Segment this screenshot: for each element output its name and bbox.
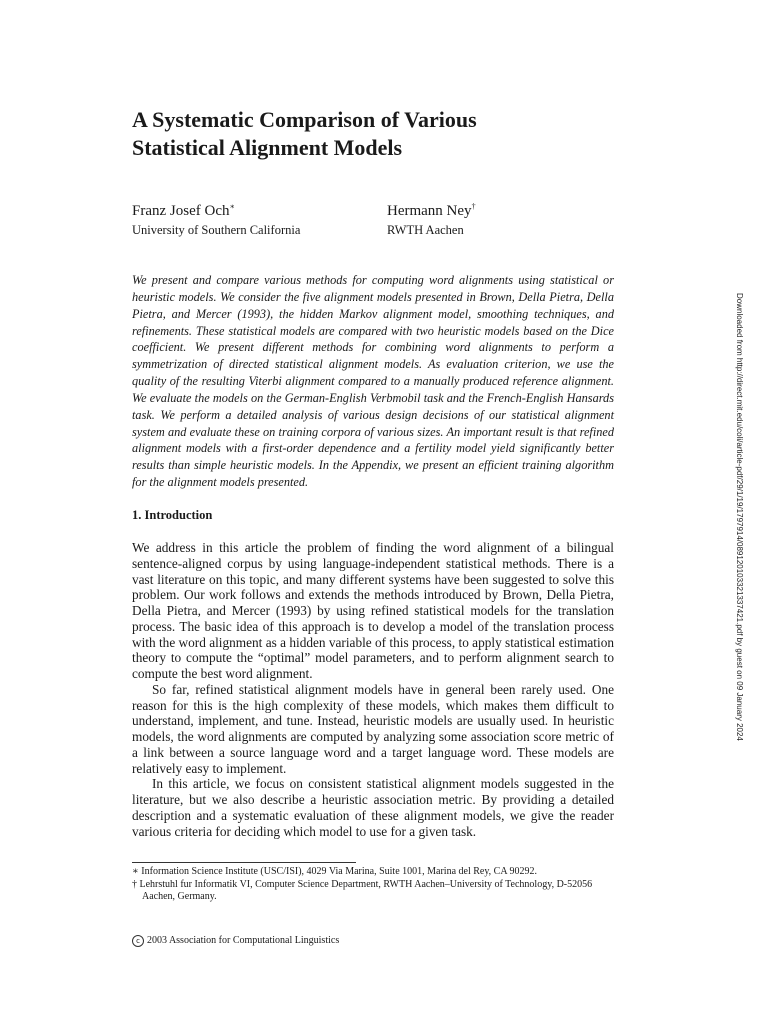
paragraph: So far, refined statistical alignment models have in general been rarely used. One reason for this is the high complexity of these models, which makes them difficult to understand, implement, and tune. Instead, heuristic models are usually used. In heuristic models, the word alignments are computed by analyzing some association score metric of a link between a source language word and a target language word. These models are relatively easy to implement. (132, 681, 614, 776)
section-heading: 1. Introduction (132, 508, 213, 522)
footnote-divider (132, 862, 356, 863)
author-footnote-mark: ∗ (229, 202, 235, 211)
copyright-notice (132, 934, 339, 947)
author-och (132, 202, 300, 239)
copyright-icon: c (132, 935, 144, 947)
paragraph: In this article, we focus on consistent statistical alignment models suggested in the literature, but we also describe a heuristic association metric. By providing a detailed description and a systematic evaluation of these alignment models, we give the reader various criteria for deciding which model to use for a given task. (132, 776, 614, 839)
author-name: Hermann Ney† (387, 202, 476, 219)
title-line-2: Statistical Alignment Models (132, 135, 403, 160)
author-affiliation: University of Southern California (132, 223, 301, 237)
copyright-text: 2003 Association for Computational Linguistics (147, 935, 340, 946)
footnotes (132, 866, 614, 904)
abstract: We present and compare various methods for computing word alignments using statistical or heuristic models. We consider the five alignment models presented in Brown, Della Pietra, Della Pietra, and Mercer (1993), the hidden Markov alignment model, smoothing techniques, and refinements. These statistical models are compared with two heuristic models based on the Dice coefficient. We present different methods for combining word alignments to perform a symmetrization of directed statistical alignment models. As evaluation criterion, we use the quality of the resulting Viterbi alignment compared to a manually produced reference alignment. We evaluate the models on the German-English Verbmobil task and the French-English Hansards task. We perform a detailed analysis of various design decisions of our statistical alignment system and evaluate these on training corpora of various sizes. An important result is that refined alignment models with a first-order dependence and a fertility model yield significantly better results than simple heuristic models. In the Appendix, we present an efficient training algorithm for the alignment models presented. (132, 273, 614, 490)
footnote: ∗ Information Science Institute (USC/ISI), 4029 Via Marina, Suite 1001, Marina del Rey, CA 90292. (132, 866, 538, 877)
section-body (132, 540, 614, 839)
author-affiliation: RWTH Aachen (387, 223, 464, 237)
author-footnote-mark: † (471, 202, 476, 211)
author-name: Franz Josef Och∗ (132, 202, 235, 219)
author-ney (387, 202, 476, 239)
footnote: † Lehrstuhl fur Informatik VI, Computer Science Department, RWTH Aachen–University of Technology, D-52056 Aachen, Germany. (132, 878, 593, 902)
paper-title (132, 106, 652, 162)
paragraph: We address in this article the problem of finding the word alignment of a bilingual sentence-aligned corpus by using language-independent statistical methods. There is a vast literature on this topic, and many different systems have been suggested to solve this problem. Our work follows and extends the methods introduced by Brown, Della Pietra, Della Pietra, and Mercer (1993) by using refined statistical models for the translation process. The basic idea of this approach is to develop a model of the translation process with the word alignment as a hidden variable of this process, to apply statistical estimation theory to compute the “optimal” model parameters, and to perform alignment search to compute the best word alignment. (132, 540, 614, 681)
title-line-1: A Systematic Comparison of Various (132, 107, 477, 132)
download-stamp: Downloaded from http://direct.mit.edu/coli/article-pdf/29/1/19/1797914/089120103321337421.pdf by guest on 09 January 2024 (735, 293, 744, 741)
